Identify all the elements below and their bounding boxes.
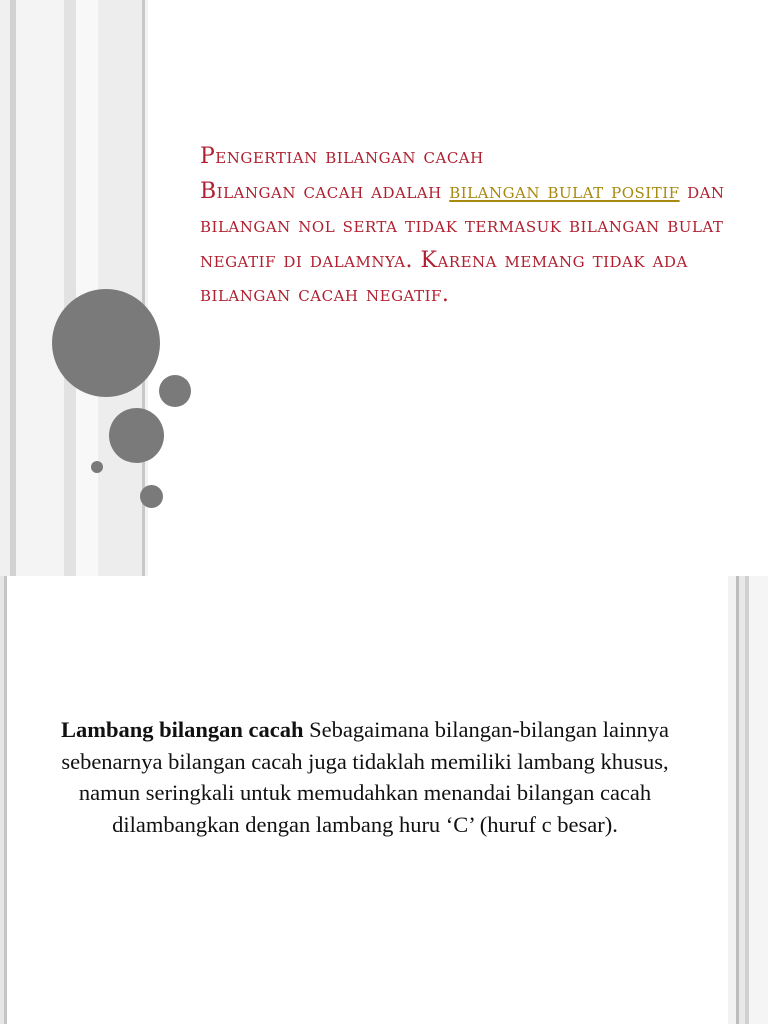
bilangan-bulat-positif-link[interactable]: bilangan bulat positif: [449, 178, 680, 204]
slide-2-text: [40, 714, 690, 840]
slide-2: [0, 576, 768, 1024]
decor-stripe: [4, 576, 7, 1024]
decor-stripe: [728, 576, 736, 1024]
decor-stripe: [98, 0, 142, 576]
decor-stripe: [749, 576, 768, 1024]
lambang-label: Lambang bilangan cacah: [60, 717, 304, 742]
slide-1-text: [200, 140, 740, 313]
slide-heading: Pengertian bilangan cacah: [200, 144, 484, 169]
decor-circle-large: [52, 289, 160, 397]
decor-stripe: [0, 0, 10, 576]
decor-stripe: [16, 0, 64, 576]
decor-stripe: [64, 0, 76, 576]
definition-text-start: Bilangan cacah adalah: [200, 178, 450, 204]
decor-stripe: [76, 0, 98, 576]
decor-circle-small: [159, 375, 191, 407]
lambang-description: Sebagaimana bilangan-bilangan lainnya sebenarnya bilangan cacah juga tidaklah memiliki lambang khusus, namun seringkali untuk memudahkan menandai bilangan cacah dilambangkan dengan lambang huru ‘C’ (huruf c besar).: [61, 717, 670, 837]
definition-text-end: dan bilangan nol serta tidak termasuk bilangan bulat negatif di dalamnya. Karena memang tidak ada bilangan cacah negatif.: [200, 178, 725, 307]
decor-circle-tiny: [91, 461, 103, 473]
decor-circle-small: [140, 485, 163, 508]
decor-circle-medium: [109, 408, 164, 463]
